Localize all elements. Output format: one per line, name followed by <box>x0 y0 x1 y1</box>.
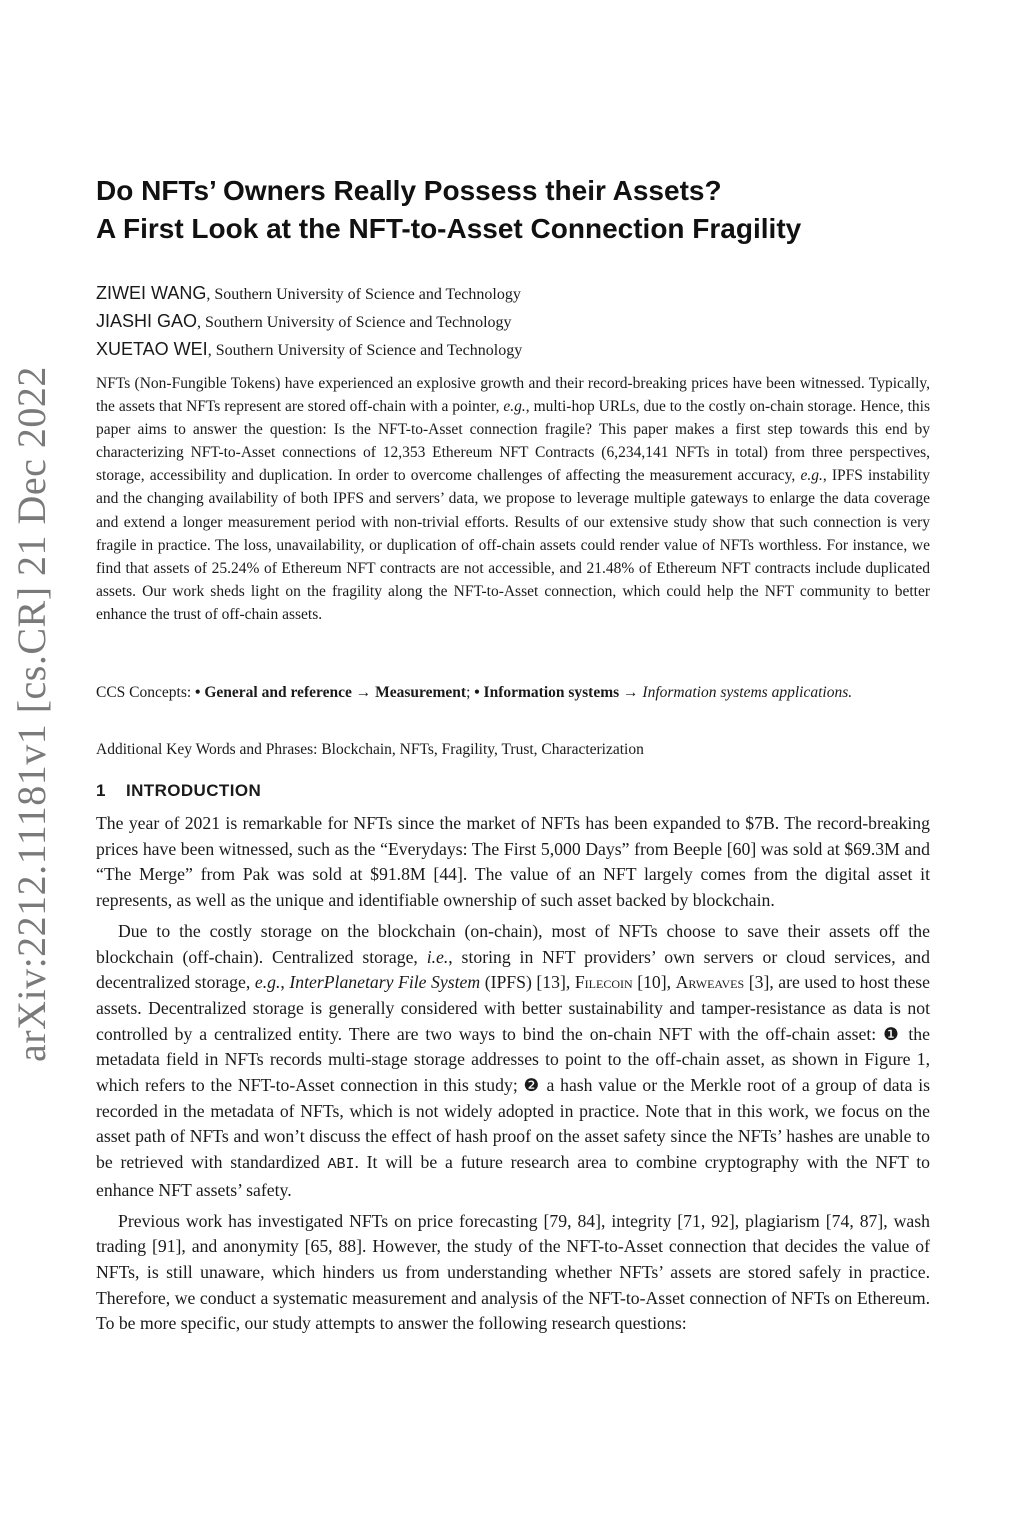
author-name: JIASHI GAO <box>96 311 198 331</box>
author-name: ZIWEI WANG <box>96 283 207 303</box>
author-list <box>96 280 522 364</box>
introduction-body <box>96 811 930 1337</box>
section-title: INTRODUCTION <box>126 781 262 800</box>
author-affiliation: , Southern University of Science and Technology <box>197 314 512 331</box>
section-heading <box>96 779 261 803</box>
title-line-2: A First Look at the NFT-to-Asset Connection Fragility <box>96 213 802 244</box>
author-affiliation: , Southern University of Science and Technology <box>206 286 521 303</box>
author-name: XUETAO WEI <box>96 339 208 359</box>
section-number: 1 <box>96 781 106 800</box>
title-line-1: Do NFTs’ Owners Really Possess their Assets? <box>96 175 722 206</box>
keywords: Additional Key Words and Phrases: Blockchain, NFTs, Fragility, Trust, Characterization <box>96 741 644 758</box>
paragraph: The year of 2021 is remarkable for NFTs since the market of NFTs has been expanded to $7B. The record-breaking prices have been witnessed, such as the “Everydays: The First 5,000 Days” from Beeple [60] was sold at $69.3M and “The Merge” from Pak was sold at $91.8M [44]. The value of an NFT largely comes from the digital asset it represents, as well as the unique and identifiable ownership of such asset backed by blockchain. <box>96 813 930 911</box>
arxiv-identifier: arXiv:2212.11181v1 [cs.CR] 21 Dec 2022 <box>9 366 54 1062</box>
paper-title <box>96 172 801 248</box>
author-entry <box>96 280 522 308</box>
ccs-concepts: CCS Concepts: • General and reference → Measurement; • Information systems → Information systems applications. <box>96 684 853 701</box>
paragraph: Due to the costly storage on the blockchain (on-chain), most of NFTs choose to save their assets off the blockchain (off-chain). Centralized storage, i.e., storing in NFT providers’ own servers or cloud services, and decentralized storage, e.g., InterPlanetary File System (IPFS) [13], Filecoin [10], Arweaves [3], are used to host these assets. Decentralized storage is generally considered with better sustainability and tamper-resistance as data is not controlled by a centralized entity. There are two ways to bind the on-chain NFT with the off-chain asset: ❶ the metadata field in NFTs records multi-stage storage addresses to point to the off-chain asset, as shown in Figure 1, which refers to the NFT-to-Asset connection in this study; ❷ a hash value or the Merkle root of a group of data is recorded in the metadata of NFTs, which is not widely adopted in practice. Note that in this work, we focus on the asset path of NFTs and won’t discuss the effect of hash proof on the asset safety since the NFTs’ hashes are unable to be retrieved with standardized ABI. It will be a future research area to combine cryptography with the NFT to enhance NFT assets’ safety. <box>96 920 931 1200</box>
author-entry <box>96 336 522 364</box>
abstract: NFTs (Non-Fungible Tokens) have experienced an explosive growth and their record-breaking prices have been witnessed. Typically, the assets that NFTs represent are stored off-chain with a pointer, e.g., multi-hop URLs, due to the costly on-chain storage. Hence, this paper aims to answer the question: Is the NFT-to-Asset connection fragile? This paper makes a first step towards this end by characterizing NFT-to-Asset connections of 12,353 Ethereum NFT Contracts (6,234,141 NFTs in total) from three perspectives, storage, accessibility and duplication. In order to overcome challenges of affecting the measurement accuracy, e.g., IPFS instability and the changing availability of both IPFS and servers’ data, we propose to leverage multiple gateways to enlarge the data coverage and extend a longer measurement period with non-trivial efforts. Results of our extensive study show that such connection is very fragile in practice. The loss, unavailability, or duplication of off-chain assets could render value of NFTs worthless. For instance, we find that assets of 25.24% of Ethereum NFT contracts are not accessible, and 21.48% of Ethereum NFT contracts include duplicated assets. Our work sheds light on the fragility along the NFT-to-Asset connection, which could help the NFT community to better enhance the trust of off-chain assets. <box>96 375 930 623</box>
author-entry <box>96 308 522 336</box>
paragraph: Previous work has investigated NFTs on price forecasting [79, 84], integrity [71, 92], plagiarism [74, 87], wash trading [91], and anonymity [65, 88]. However, the study of the NFT-to-Asset connection that decides the value of NFTs, is still unaware, which hinders us from understanding whether NFTs’ assets are stored safely in practice. Therefore, we conduct a systematic measurement and analysis of the NFT-to-Asset connection of NFTs on Ethereum. To be more specific, our study attempts to answer the following research questions: <box>96 1210 930 1334</box>
author-affiliation: , Southern University of Science and Technology <box>207 342 523 359</box>
